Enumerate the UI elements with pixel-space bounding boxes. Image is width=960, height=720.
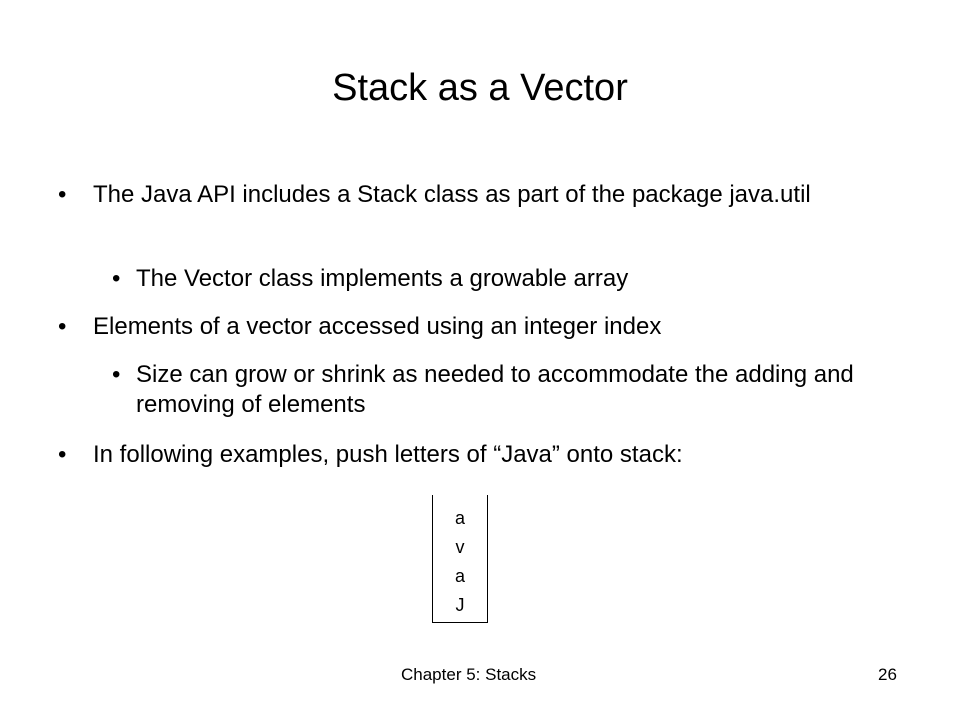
page-title: Stack as a Vector	[332, 67, 628, 109]
bullet-text: Size can grow or shrink as needed to accommodate the adding and removing of elements	[136, 361, 854, 418]
bullet-following-examples	[58, 440, 960, 470]
footer-page-number: 26	[878, 665, 897, 684]
bullet-marker: •	[58, 181, 67, 208]
bullet-text: In following examples, push letters of “Java” onto stack:	[93, 441, 683, 468]
bullet-text: Elements of a vector accessed using an integer index	[93, 313, 662, 340]
bullet-marker: •	[112, 265, 121, 292]
bullet-elements-index	[58, 312, 960, 342]
stack-cell: a	[454, 566, 465, 586]
stack-cell-top: a	[454, 508, 465, 528]
bullet-text: The Vector class implements a growable array	[136, 265, 629, 292]
stack-diagram	[432, 495, 488, 623]
sub-bullet-vector-class	[112, 264, 896, 294]
footer-chapter: Chapter 5: Stacks	[401, 665, 537, 684]
stack-cell-bottom: J	[455, 595, 465, 615]
bullet-marker: •	[112, 361, 121, 388]
bullet-java-api	[58, 180, 960, 210]
sub-bullet-size-grow	[112, 360, 896, 420]
stack-cell: v	[455, 537, 465, 557]
bullet-marker: •	[58, 441, 67, 468]
bullet-marker: •	[58, 313, 67, 340]
bullet-text: The Java API includes a Stack class as part of the package java.util	[93, 181, 811, 208]
